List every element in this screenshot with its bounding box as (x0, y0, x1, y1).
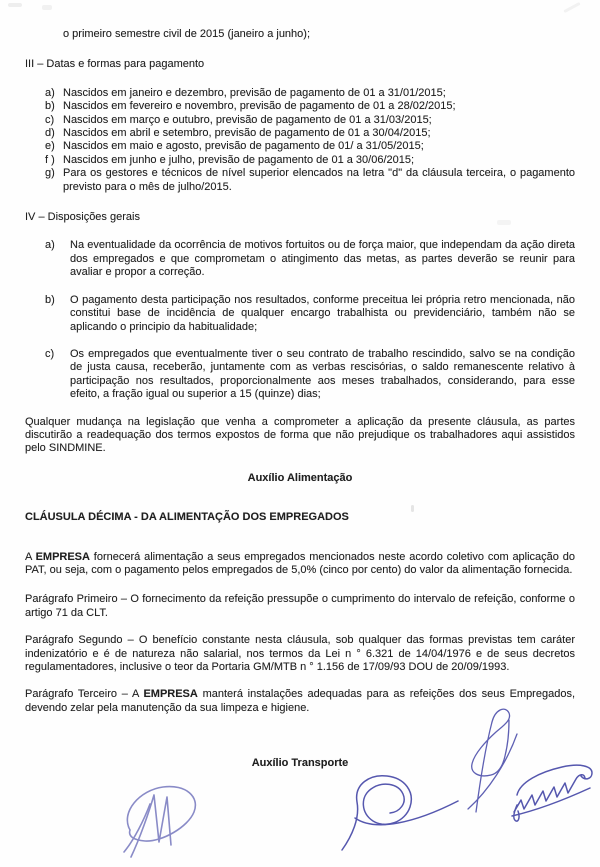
item-text: Nascidos em fevereiro e novembro, previsão de pagamento de 01 a 28/02/2015; (63, 100, 456, 113)
closing-paragraph: Qualquer mudança na legislação que venha a comprometer a aplicação da presente cláusula, as partes discutirão a readequação dos termos expostos de forma que não prejudique os trabalhadores aqui assistidos pelo SINDMINE. (25, 415, 575, 455)
list-item (45, 87, 575, 100)
item-text: O pagamento desta participação nos resultados, conforme preceitua lei própria retro mencionada, não constitui base de incidência de qualquer encargo trabalhista ou previdenciário, também não se aplicando o principio da habitualidade; (70, 293, 575, 333)
paragraph-text: A (25, 550, 36, 563)
list-item (45, 100, 575, 113)
paragraph-text: fornecerá alimentação a seus empregados mencionados neste acordo coletivo com aplicação do PAT, ou seja, com o pagamento pelos empregados de 5,0% (cinco por cento) do valor da alimentação fornecida. (25, 550, 575, 576)
section-iii-heading: III – Datas e formas para pagamento (25, 58, 205, 71)
intro-line: o primeiro semestre civil de 2015 (janeiro a junho); (63, 28, 311, 40)
item-label: c) (45, 347, 55, 360)
paragrafo-segundo: Parágrafo Segundo – O benefício constante nesta cláusula, sob qualquer das formas previstas tem caráter indenizatório e é de natureza não salarial, nos termos da Lei n ° 6.321 de 14/04/1976 e de seus decretos regulamentadores, inclusive o teor da Portaria GM/MTB n ° 1.156 de 17/09/93 DOU de 20/09/1993. (25, 634, 575, 673)
item-label: a) (45, 239, 55, 252)
scan-artifact (8, 3, 22, 7)
empresa-paragraph (25, 551, 575, 578)
paragrafo-terceiro (25, 688, 575, 715)
item-label: e) (45, 140, 55, 153)
item-text: Na eventualidade da ocorrência de motivos fortuitos ou de força maior, que independam da ação direta dos empregados e que comprometam o atingimento das metas, as partes deverão se reunir para avaliar e propor a correção. (70, 239, 575, 279)
item-label: d) (45, 127, 55, 140)
item-text: Nascidos em janeiro e dezembro, previsão de pagamento de 01 a 31/01/2015; (63, 86, 446, 99)
scan-artifact (411, 505, 414, 512)
list-item (45, 127, 575, 140)
list-item (45, 294, 575, 334)
item-text: Os empregados que eventualmente tiver o seu contrato de trabalho rescindido, salvo se na condição de justa causa, receberão, juntamente com as verbas rescisórias, o saldo remanescente relativo à participação nos resultados, proporcionalmente aos meses trabalhados, considerando, para esse efeito, a fração igual ou superior a 15 (quinze) dias; (70, 347, 575, 401)
section-iv-list (45, 239, 575, 401)
item-text: Para os gestores e técnicos de nível superior elencados na letra "d" da cláusula terceira, o pagamento previsto para o mês de julho/2015. (63, 167, 575, 193)
list-item (45, 239, 575, 279)
item-label: c) (45, 113, 55, 126)
aux-alimentacao-heading: Auxílio Alimentação (247, 471, 353, 484)
item-label: b) (45, 293, 55, 306)
item-label: f ) (45, 153, 55, 166)
item-text: Nascidos em junho e julho, previsão de pagamento de 01 a 30/06/2015; (63, 153, 415, 166)
list-item (45, 140, 575, 153)
empresa-bold: EMPRESA (143, 688, 198, 701)
paragraph-text: manterá instalações adequadas para as refeições dos seus Empregados, devendo zelar pela manutenção da sua limpeza e higiene. (25, 688, 575, 714)
list-item (45, 154, 575, 167)
paragrafo-primeiro: Parágrafo Primeiro – O fornecimento da refeição pressupõe o cumprimento do intervalo de refeição, conforme o artigo 71 da CLT. (25, 593, 575, 619)
scan-artifact (42, 5, 52, 10)
item-text: Nascidos em maio e agosto, previsão de pagamento de 01/ a 31/05/2015; (63, 140, 424, 153)
item-text: Nascidos em março e outubro, previsão de pagamento de 01 a 31/03/2015; (63, 113, 432, 126)
section-iv-heading: IV – Disposições gerais (25, 211, 140, 224)
item-label: g) (45, 167, 55, 180)
item-label: b) (45, 100, 55, 113)
list-item (45, 114, 575, 127)
aux-transporte-heading: Auxílio Transporte (251, 757, 349, 770)
empresa-bold: EMPRESA (35, 550, 90, 563)
item-label: a) (45, 86, 55, 99)
item-text: Nascidos em abril e setembro, previsão de pagamento de 01 a 30/04/2015; (63, 127, 431, 140)
clausula-decima-heading: CLÁUSULA DÉCIMA - DA ALIMENTAÇÃO DOS EMPREGADOS (25, 511, 349, 524)
paragraph-text: Parágrafo Terceiro – A (25, 688, 144, 701)
scan-artifact (497, 220, 511, 225)
list-item (45, 167, 575, 194)
section-iii-list (45, 87, 575, 194)
list-item (45, 348, 575, 402)
